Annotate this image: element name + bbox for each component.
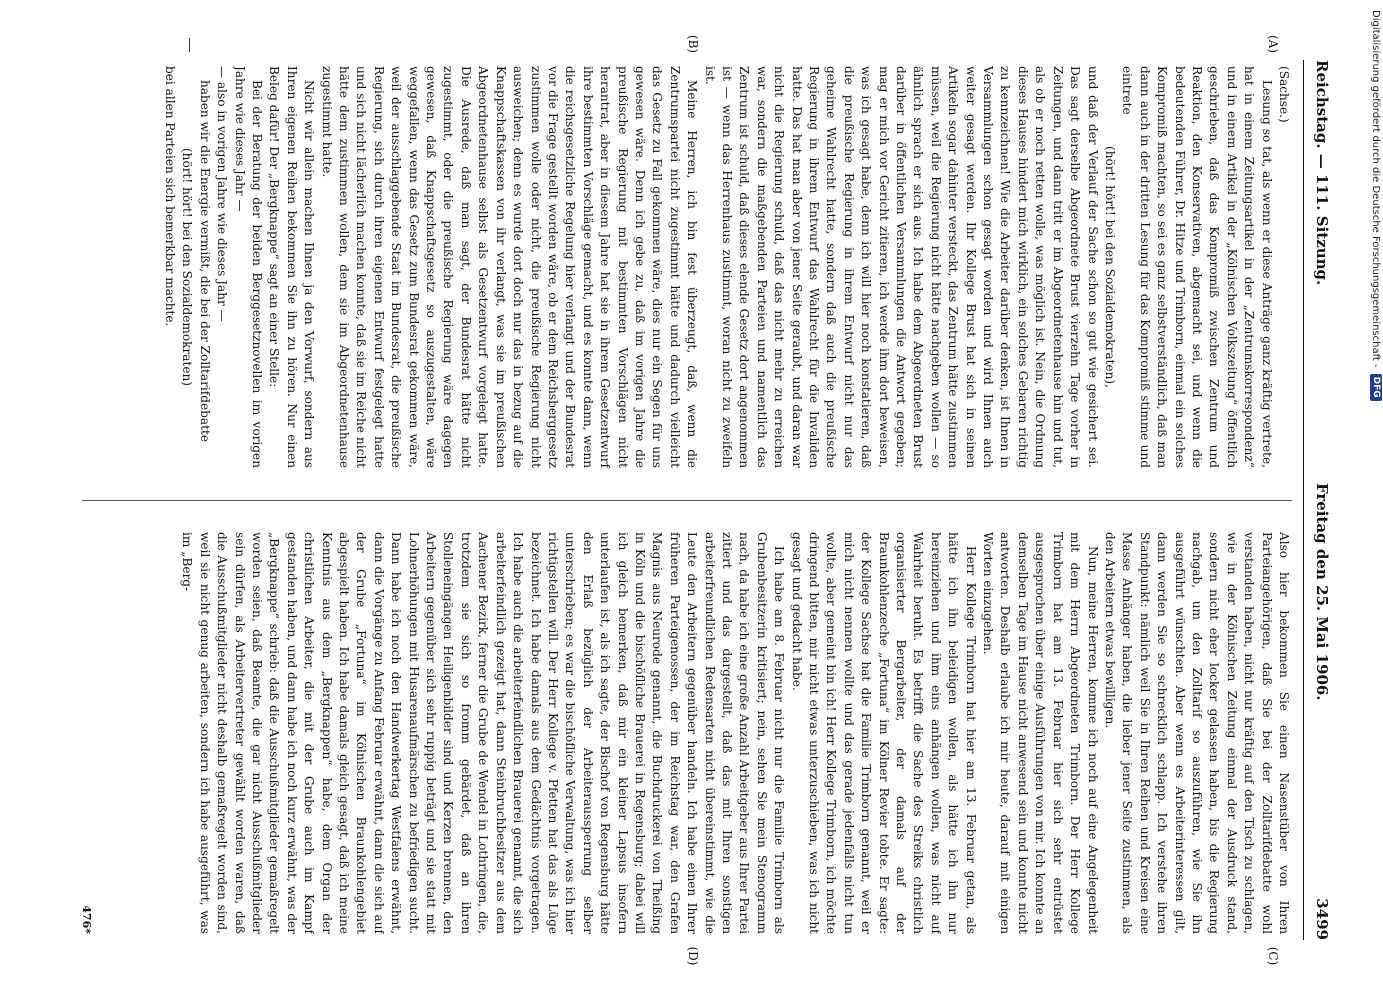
margin-marker-c: (C) <box>1266 946 1280 966</box>
quote-line: haben wir die Energie vermißt, die bei der Zolltarifdebatte <box>197 80 212 442</box>
paragraph: Ich habe am 8. Februar nicht nur die Familie Trimborn als Grubenbesitzerin kritisiert; nein, sehen Sie mein Stenogramm nach, da habe ich eine große Anzahl Arbeitgeber aus Ihrer Partei zitiert und das dargestellt, daß das mit Ihren sonstigen arbeiterfreundlichen Redensarten nicht übereinstimmt, wie die Leute den Arbeitern gegenüber handeln. Ich habe einen Ihrer früheren Parteigenossen, der im Reichstag war, den Grafen Magnis aus Neurode genannt, die Buchdruckerei von Theißing in Köln und die bischöfliche Brauerei in Regensburg; dabei will ich gleich bemerken, daß mir ein kleiner Lapsus insofern unterlaufen ist, als ich sagte, der Bischof von Regensburg hätte den Erlaß bezüglich der Arbeiteraussperrung selber unterschrieben; es war die bischöfliche Verwaltung, was ich hier richtigstellen will. Der Herr Kollege v. Pfetten hat das als Lüge bezeichnet. Ich habe damals aus dem Gedächtnis vorgetragen. Ich habe auch die arbeiterfeindlichen Brauerei genannt, die sich arbeiterfeindlich gezeigt hat, dann Steinbruchbesitzer aus dem Aachener Bezirk, ferner die Grube de Wendel in Lothringen, die, trotzdem sie sich so fromm gebärdet, daß an ihren Stolleneingängen Heiligenbilder sind und Kerzen brennen, den Arbeitern gegenüber sich sehr ruppig beträgt und sie statt mit Lohnerhöhungen mit Husarenaufmärschen zu befriedigen sucht. Dann habe ich noch den Handwerkertag Westfalens erwähnt, dann die Vorgänge zu Anfang Februar erwähnt, dann die sich auf der Grube „Fortuna“ im Kölnischen Braunkohlengebiet abgespielt haben. Ich habe damals gleich gesagt, daß ich meine Kenntnis aus dem „Bergknappen“ habe, dem Organ der christlichen Arbeiter, die mit der Grube auch im Kampf gestanden haben, und dann habe ich noch kurz erwähnt, was der „Bergknappe“ schrieb: daß die Ausschußmitglieder gemaßregelt worden seien, daß Beamte, die gar nicht Ausschußmitglieder sein dürfen, als Arbeitervertreter gewählt worden waren, daß die Ausschußmitglieder nicht deshalb gemaßregelt worden sind, weil sie nicht genug arbeiten, sondern ich habe ausgeführt, was im „Berg- <box>180 532 787 934</box>
header-left: Reichstag. — 111. Sitzung. <box>1313 60 1331 286</box>
paragraph: Herr Kollege Trimborn hat hier am 13. Februar getan, als hätte ich ihn beleidigen wollen, als hätte ich ihn nur hereinziehen und ihm eins anhängen wollen, was nicht auf Wahrheit beruht. Es betrifft die Sache des Streiks christlich organisierter Bergarbeiter, der damals auf der Braunkohlenzeche „Fortuna“ im Kölner Revier tobte. Er sagte: der Kollege Sachse hat die Familie Trimborn genannt, weil er mich nicht nennen wollte und das gerade jedenfalls nicht tun wollte, aber gemeint bin ich! Herr Kollege Trimborn, ich möchte dringend bitten, mir nicht etwas unterzuschieben, was ich nicht gesagt und gedacht habe. <box>789 532 978 934</box>
margin-marker-d: (D) <box>686 946 700 966</box>
quote-line: — also in vorigen Jahre wie dieses Jahr — <box>215 66 230 322</box>
dfg-logo: DFG <box>1370 374 1382 401</box>
page-number: 3499 <box>1313 898 1331 940</box>
paragraph: und daß der Verlauf der Sache schon so gut wie gesichert sei. Das sagt derselbe Abgeordnete Brust vierzehn Tage vorher in Zeitungen, und dann tritt er im Abgeordnetenhause hin und tut, als ob er noch retten wolle, was möglich ist. Nein, die Ordnung dieses Hauses hindert mich wirklich, ein solches Gebaren richtig zu kennzeichnen! Wie die Arbeiter darüber denken, ist Ihnen in Versammlungen schon gesagt worden und wird Ihnen auch weiter gesagt werden. Ihr Kollege Brust hat sich in seinen Artikeln sogar dahinter versteckt, das Zentrum hätte zustimmen müssen, weil die Regierung nicht hätte nachgeben wollen — so ähnlich sprach er sich aus. Ich habe dem Abgeordneten Brust darüber in öffentlichen Versammlungen die Antwort gegeben; mag er mich vor Gericht zitieren, ich werde ihm dort beweisen, was ich gesagt habe, denn ich will hier noch konstatieren, daß die preußische Regierung in ihrem Entwurf nicht nur das geheime Wahlrecht hatte, sondern daß auch die preußische Regierung in ihrem Entwurf das Wahlrecht für die Invaliden hatte. Das hat man aber von jener Seite geraubt, und daran war nicht die Regierung schuld, daß das nicht mehr zu erreichen war, sondern die maßgebenden Parteien und namentlich das Zentrum ist schuld, daß dieses elende Gesetz dort angenommen ist — wenn das Herrenhaus zustimmt, woran nicht zu zweifeln ist. <box>702 66 1100 468</box>
paragraph: Meine Herren, ich bin fest überzeugt, daß, wenn die Zentrumspartei nicht zugestimmt hätte und dadurch vielleicht das Gesetz zu Fall gekommen wäre, dies nur ein Segen für uns gewesen wäre. Denn ich gebe zu, daß im vorigen Jahre die preußische Regierung mit bestimmten Vorschlägen nicht herantrat, aber in diesem Jahre hat sie in ihrem Gesetzentwurf ihre bestimmten Vorschläge gemacht, und es konnte dann, wenn die reichsgesetzliche Regelung hier verlangt und der Bundesrat vor die Frage gestellt worden wäre, ob er dem Reichsberggesetz zustimmen wolle oder nicht, die preußische Regierung nicht ausweichen; denn es wurde dort doch nur das in bezug auf die Knappschaftskassen von ihr verlangt, was sie im preußischen Abgeordnetenhause selbst als Gesetzentwurf vorgelegt hatte. Die Ausrede, daß man sagt, der Bundesrat hätte nicht zugestimmt, oder die preußische Regierung wäre dagegen gewesen, daß Knappschaftsgesetz so auszugestalten, wäre weggefallen, wenn das Gesetz zum Bundesrat gekommen wäre, weil der ausschlaggebende Staat im Bundesrat, die preußische Regierung, sich durch ihren eigenen Entwurf festgelegt hatte und sich nicht lächerlich machen konnte, daß sie im Reiche nicht hätte dem zustimmen wollen, dem sie im Abgeordnetenhause zugestimmt hatte. <box>319 66 700 468</box>
left-column <box>82 66 1292 468</box>
paragraph: Also hier bekommen Sie einen Nasenstüber von Ihren Parteiangehörigen, daß Sie bei der Zolltarifdebatte wohl verstanden haben, nicht nur kräftig auf den Tisch zu schlagen, wie in der Kölnischen Zeitung einmal der Ausdruck stand, sondern nicht eher locker gelassen haben, bis die Regierung nachgab, um den Zolltarif so auszuführen, wie Sie ihn ausgeführt wünschten. Aber wenn es Arbeiterinteressen gilt, dann werden Sie so schrecklich schlapp. Ich verstehe ihren Standpunkt: nämlich weil Sie in Ihren Reihen und Kreisen eine Masse Anhänger haben, die lieber jener Seite zustimmen, als den Arbeitern etwas bewilligen. <box>1102 532 1291 934</box>
digitization-text: Digitalisierung gefördert durch die Deutsche Forschungsgemeinschaft - <box>1370 10 1382 368</box>
margin-marker-b: (B) <box>686 34 700 54</box>
paragraph: Nicht wir allein machen Ihnen ja den Vorwurf, sondern aus Ihren eigenen Reihen bekommen Sie ihn zu hören. Nur einen Beleg dafür! Der „Bergknappe“ sagt an einer Stelle: <box>267 66 317 468</box>
speaker-tag: (Sachse.) <box>1277 66 1291 123</box>
interjection: (hört! hört! bei den Sozialdemokraten) <box>180 147 195 387</box>
side-strip <box>1358 0 1383 1000</box>
quote-line: bei allen Parteien sich bemerkbar machte. <box>163 66 177 327</box>
digitization-note <box>1370 10 1382 401</box>
interjection: (hört! hört! bei den Sozialdemokraten), <box>1102 146 1117 388</box>
quote-line: Bei der Beratung der beiden Berggesetznovellen im vorigen Jahre wie dieses Jahr — <box>232 66 265 468</box>
paragraph: Lesung so tat, als wenn er diese Anträge ganz kräftig vertrete, hat in einem Zeitungsartikel in der „Zentrumskorrespondenz“ und in einem Artikel in der „Kölnischen Volkszeitung“ öffentlich geschrieben, daß das Kompromiß zwischen Zentrum und Reaktion, den Konservativen, abgemacht sei, und wenn die bedeutenden Führer, Dr. Hitze und Trimborn, einmal ein solches Kompromiß machten, so sei es ganz selbstverständlich, daß man dann auch in der dritten Lesung für das Kompromiß stimme und eintrete <box>1120 66 1274 468</box>
paragraph: Nun, meine Herren, komme ich noch auf eine Angelegenheit mit dem Herrn Abgeordneten Trimborn. Der Herr Kollege Trimborn hat am 13. Februar hier sich sehr entrüstet ausgesprochen über einige Ausführungen von mir. Ich konnte an demselben Tage im Hause nicht anwesend sein und konnte nicht antworten. Deshalb erlaube ich mir heute, darauf mit einigen Worten einzugehen. <box>981 532 1100 934</box>
margin-rule <box>189 38 190 52</box>
sheet-signature: 476* <box>80 905 93 934</box>
header-date: Freitag den 25. Mai 1906. <box>1313 482 1331 701</box>
margin-marker-a: (A) <box>1266 34 1280 54</box>
page-header <box>1303 60 1340 940</box>
newspaper-page <box>70 34 1340 966</box>
right-column <box>82 532 1292 934</box>
column-divider <box>82 500 1292 501</box>
